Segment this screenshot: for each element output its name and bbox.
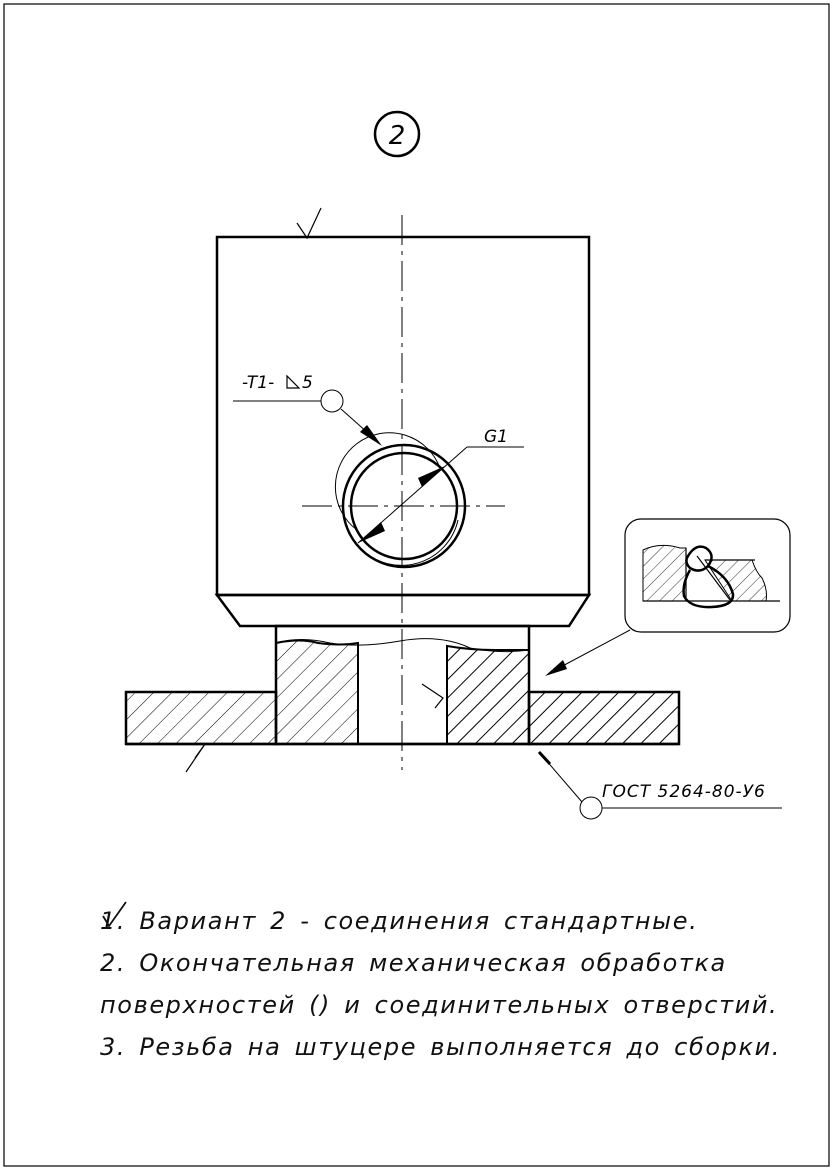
- plate-left: [126, 692, 276, 744]
- note-2: 2. Окончательная механическая обработка: [100, 949, 727, 977]
- stub-wall-right: [447, 646, 529, 744]
- thread-dimension: [358, 427, 524, 543]
- weld-detail-base: [643, 545, 686, 601]
- technical-notes: [100, 900, 800, 1068]
- roughness-mark-top: [297, 208, 321, 238]
- note-2-continued: [100, 984, 800, 1026]
- weld-detail: [625, 519, 790, 632]
- thread-callout: G1: [484, 427, 508, 447]
- note-2-continued-start: поверхностей (: [100, 991, 321, 1019]
- tolerance-triangle-icon: [287, 376, 299, 388]
- tolerance-arrow: [360, 425, 382, 446]
- roughness-symbol-icon: [100, 900, 130, 928]
- roughness-mark-bottom: [186, 744, 205, 772]
- block-outline: [217, 237, 589, 595]
- note-1: 1. Вариант 2 - соединения стандартные.: [100, 907, 699, 935]
- weld-standard-circle: [580, 797, 602, 819]
- variant-marker: [375, 112, 419, 156]
- note-3: 3. Резьба на штуцере выполняется до сборки.: [100, 1033, 781, 1061]
- weld-detail-arrow: [545, 660, 567, 676]
- tolerance-leader-circle: [321, 390, 343, 412]
- note-2-continued-end: ) и соединительных отверстий.: [320, 991, 779, 1019]
- roughness-mark-bore: [422, 684, 443, 708]
- stub-wall-left: [276, 641, 358, 745]
- block-chamfer: [217, 595, 589, 626]
- thread-arrow-upper: [418, 466, 445, 487]
- tolerance-value: 5: [302, 373, 313, 393]
- variant-marker-label: 2: [388, 121, 406, 151]
- plate-right: [529, 692, 679, 744]
- weld-standard-callout: [539, 752, 782, 819]
- tolerance-callout: [233, 373, 382, 446]
- weld-standard-label: ГОСТ 5264-80-У6: [602, 782, 766, 802]
- tolerance-label: -T1-: [242, 373, 275, 393]
- weld-standard-hook: [539, 752, 550, 764]
- weld-detail-pipe: [705, 560, 767, 601]
- thread-arrow-lower: [358, 522, 385, 543]
- weld-detail-leader: [555, 630, 630, 670]
- threaded-port: [302, 433, 505, 567]
